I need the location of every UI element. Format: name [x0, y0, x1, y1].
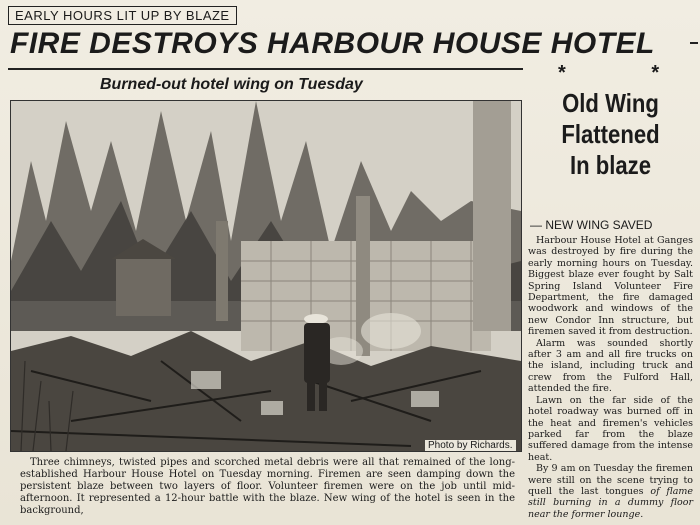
sidebar-headline-line-2: Flattened — [561, 119, 660, 149]
edge-rule — [690, 42, 698, 44]
photo-caption — [20, 457, 515, 517]
sidebar-subhead: — NEW WING SAVED — [530, 218, 653, 232]
article-paragraph-4-italic: of flame still burning in a dummy floor near the former lounge. — [528, 485, 694, 520]
sidebar-headline — [528, 88, 693, 181]
main-headline: FIRE DESTROYS HARBOUR HOUSE HOTEL — [10, 27, 655, 60]
sidebar-article-body — [528, 235, 693, 520]
photo-subhead: Burned-out hotel wing on Tuesday — [100, 76, 363, 93]
article-paragraph-4 — [528, 463, 693, 520]
article-paragraph-1: Harbour House Hotel at Ganges was destroyed by fire during the early morning hours on Tuesday. Biggest blaze ever fought by Salt Spring Island Volunteer Fire Department, the fire damaged woodwork and windows of the new Condor Inn structure, but firemen saved it from destruction. — [528, 235, 693, 338]
photo-credit: Photo by Richards. — [425, 440, 516, 451]
sidebar-headline-line-1: Old Wing — [562, 88, 659, 118]
sidebar-headline-line-3: In blaze — [569, 150, 652, 180]
article-paragraph-3: Lawn on the far side of the hotel roadway was burned off in the heat and firemen's vehicles parked far from the blaze suffered damage from the intense heat. — [528, 394, 693, 463]
article-paragraph-2: Alarm was sounded shortly after 3 am and all fire trucks on the island, including truck and crew from the Fulford Hall, attended the fire. — [528, 337, 693, 395]
fire-photo — [10, 100, 522, 452]
headline-rule — [8, 68, 523, 70]
caption-text: Three chimneys, twisted pipes and scorched metal debris were all that remained of the long-established Harbour House Hotel on Tuesday morning. Firemen are seen damping down the persistent blaze between two layers of floor. Volunteer firemen were on the job until mid-afternoon. It represented a 12-hour battle with the blaze. New wing of the hotel is seen in the background, — [20, 457, 515, 516]
sidebar-stars: * * — [558, 62, 700, 84]
article-paragraph-4-text: By 9 am on Tuesday the firemen were still on the scene trying to quell the last tongues — [528, 463, 693, 497]
fire-scene-illustration — [11, 101, 521, 451]
kicker-label: EARLY HOURS LIT UP BY BLAZE — [8, 6, 237, 25]
